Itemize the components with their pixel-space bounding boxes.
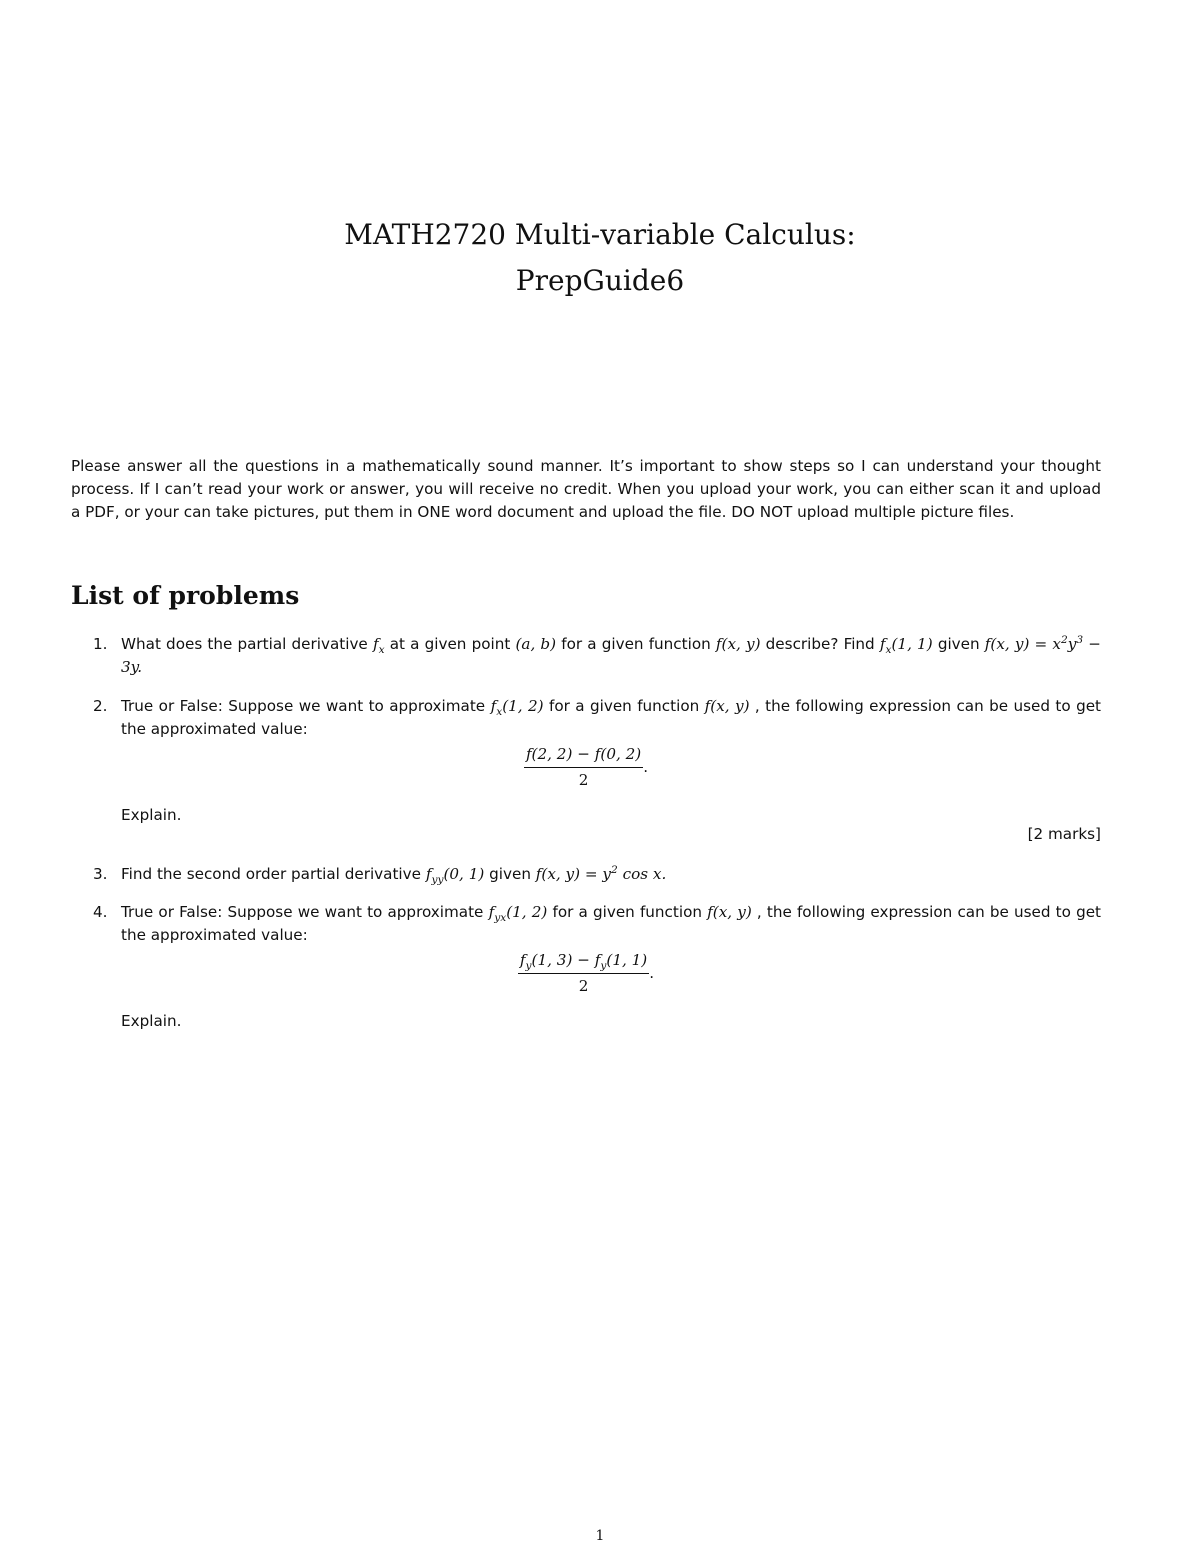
problem-3 [71, 863, 1101, 886]
problem-number: 3. [93, 865, 108, 883]
fraction-expression: $\frac{f(2, 2) - f(0, 2)}{2}$ . [71, 743, 1101, 792]
problem-number: 4. [93, 903, 108, 921]
explain-prompt: Explain. [121, 806, 182, 824]
marks-note: [2 marks] [1027, 825, 1101, 843]
function-definition: f(x, $y) = x^2y^3 - 3y$. [121, 632, 1102, 676]
fraction-expression: $\frac{f_y(1, 3) - f_y(1, 1)}{2}$ . [71, 949, 1101, 998]
problem-text: Find the second order partial derivative $f_{yy}(0$, 1) given f(x, $y) = y^2$ cos x. [121, 862, 667, 887]
problem-text: What does the partial derivative $f_x$ at a given point (a, b) for a given function f(x, y) describe? Find $f_x(1$, 1) given f(x, $y) = x^2y^3 - 3y$. [121, 632, 1102, 676]
problem-number: 2. [93, 697, 108, 715]
problem-2 [71, 695, 1101, 827]
explain-prompt: Explain. [121, 1012, 182, 1030]
page-number: 1 [595, 1528, 605, 1544]
fraction-numerator: $f_y(1$, $3) - f_y(1$, 1) [519, 951, 648, 973]
fraction-numerator: f(2, 2) − f(0, 2) [524, 743, 643, 768]
title-line-2: PrepGuide6 [515, 264, 685, 297]
problem-number: 1. [93, 635, 108, 653]
fraction-denominator: 2 [578, 771, 589, 789]
function-definition: f(x, $y) = y^2$ cos x. [535, 862, 667, 883]
problem-4 [71, 901, 1101, 1033]
title-line-1: MATH2720 Multi-variable Calculus: [344, 218, 856, 251]
fraction-denominator: 2 [578, 977, 589, 995]
instructions-paragraph: Please answer all the questions in a mathematically sound manner. It’s important to show steps so I can understand your thought process. If I can’t read your work or answer, you will receive no credit. When you upload your work, you can either scan it and upload a PDF, or your can take pictures, put them in ONE word document and upload the file. DO NOT upload multiple picture files. [71, 457, 1101, 521]
problem-text: True or False: Suppose we want to approximate $f_x(1$, 2) for a given function f(x, y) , the following expression can be used to get the approximated value: $\frac{f(2, 2) - f(0, 2)}{2}$ . Explain. [121, 695, 1101, 827]
section-heading: List of problems [71, 581, 300, 610]
problem-1 [71, 633, 1101, 679]
document-title [0, 212, 1200, 304]
problem-text: True or False: Suppose we want to approximate $f_{yx}(1$, 2) for a given function f(x, y) , the following expression can be used to get the approximated value: $\frac{f_y(1, 3) - f_y(1, 1)}{2}$ . Explain. [121, 901, 1101, 1033]
